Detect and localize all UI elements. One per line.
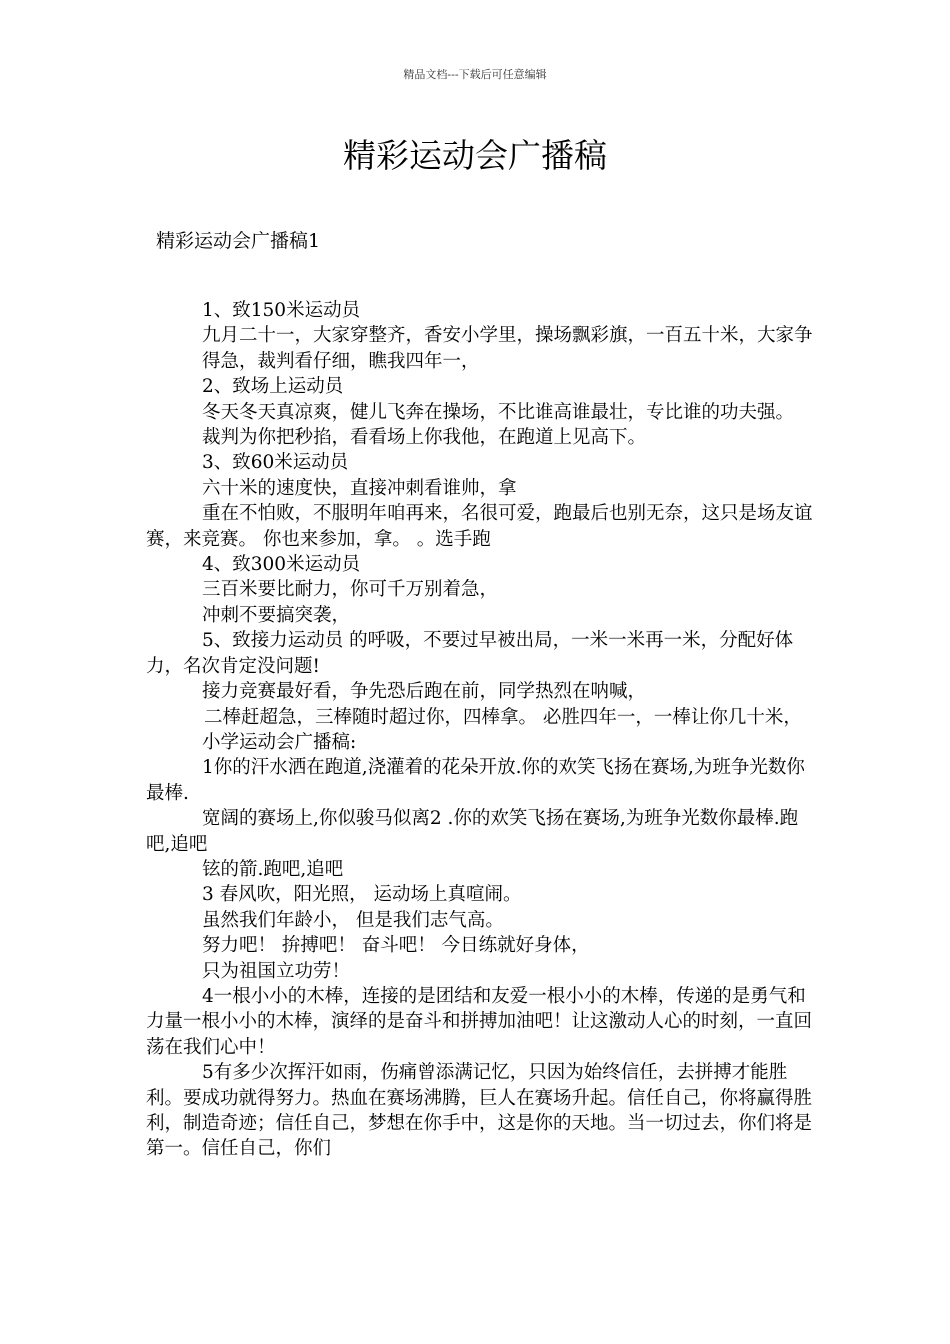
paragraph: 冲刺不要搞突袭， — [202, 604, 351, 626]
paragraph: 裁判为你把秒掐，看看场上你我他，在跑道上见高下。 — [202, 427, 647, 449]
paragraph: 4一根小小的木棒，连接的是团结和友爱一根小小的木棒，传递的是勇气和力量一根小小的木棒，演绎的是奋斗和拼搏加油吧！让这激动人心的时刻，一直回荡在我们心中！ — [146, 985, 813, 1058]
section-subtitle: 精彩运动会广播稿1 — [156, 230, 321, 252]
paragraph: 只为祖国立功劳！ — [202, 960, 351, 982]
document-body — [146, 298, 818, 1162]
paragraph: 六十米的速度快，直接冲刺看谁帅，拿 — [202, 477, 517, 499]
paragraph: 铉的箭.跑吧,追吧 — [202, 858, 344, 880]
paragraph: 3、致60米运动员 — [202, 452, 349, 474]
paragraph: 重在不怕败，不服明年咱再来，名很可爱，跑最后也别无奈，这只是场友谊赛，来竞赛。 你也来参加，拿。 。选手跑 — [146, 503, 813, 550]
paragraph: 1你的汗水洒在跑道,浇灌着的花朵开放.你的欢笑飞扬在赛场,为班争光数你最棒. — [146, 757, 805, 804]
paragraph: 二棒赶超急，三棒随时超过你，四棒拿。 必胜四年一，一棒让你几十米， — [204, 706, 802, 728]
paragraph: 宽阔的赛场上,你似骏马似离2 .你的欢笑飞扬在赛场,为班争光数你最棒.跑吧,追吧 — [146, 808, 799, 855]
document-title: 精彩运动会广播稿 — [343, 136, 607, 175]
paragraph: 5、致接力运动员 的呼吸，不要过早被出局，一米一米再一米，分配好体力，名次肯定没问题! — [146, 630, 794, 677]
header-note: 精品文档---下载后可任意编辑 — [403, 68, 547, 81]
paragraph: 3 春风吹，阳光照， 运动场上真喧闹。 — [202, 884, 522, 906]
paragraph: 虽然我们年龄小， 但是我们志气高。 — [202, 909, 504, 931]
paragraph: 努力吧！ 拚搏吧！ 奋斗吧！ 今日练就好身体， — [202, 935, 590, 957]
paragraph: 九月二十一，大家穿整齐，香安小学里，操场飘彩旗，一百五十米，大家争 — [202, 325, 813, 347]
paragraph: 冬天冬天真凉爽，健儿飞奔在操场，不比谁高谁最壮，专比谁的功夫强。 — [202, 401, 795, 423]
paragraph: 三百米要比耐力，你可千万别着急， — [202, 579, 499, 601]
paragraph: 5有多少次挥汗如雨，伤痛曾添满记忆，只因为始终信任，去拼搏才能胜利。要成功就得努力。热血在赛场沸腾，巨人在赛场升起。信任自己，你将赢得胜利，制造奇迹；信任自己，梦想在你手中，这是你的天地。当一切过去，你们将是第一。信任自己，你们 — [146, 1062, 813, 1160]
paragraph: 小学运动会广播稿: — [202, 731, 357, 753]
paragraph: 2、致场上运动员 — [202, 376, 344, 398]
paragraph: 接力竞赛最好看，争先恐后跑在前，同学热烈在呐喊， — [202, 681, 647, 703]
paragraph: 4、致300米运动员 — [202, 554, 361, 576]
paragraph: 1、致150米运动员 — [202, 300, 361, 321]
paragraph: 得急，裁判看仔细，瞧我四年一， — [202, 350, 480, 372]
